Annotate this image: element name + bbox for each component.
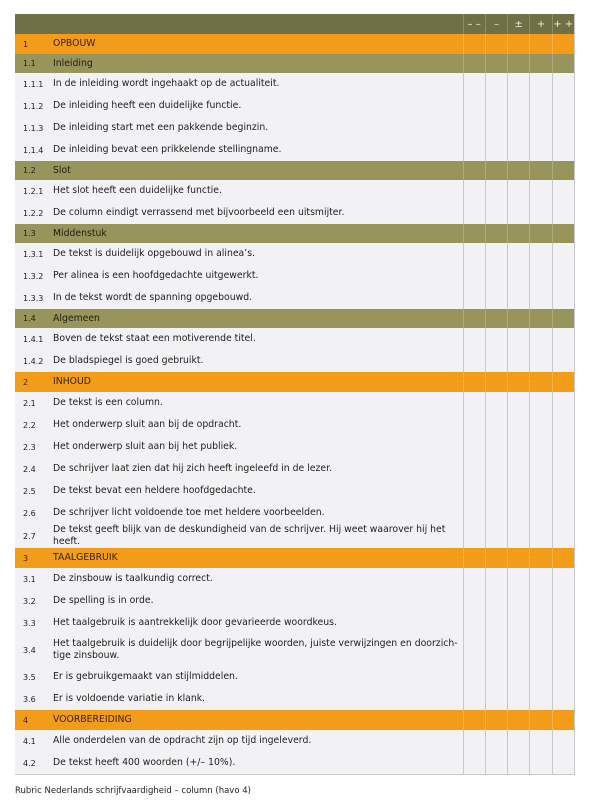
score-cell-good[interactable]	[530, 612, 552, 634]
score-cell-very-good[interactable]	[552, 480, 574, 502]
row-text: De inleiding bevat een prikkelende stellingname.	[53, 139, 463, 161]
score-cell-very-good[interactable]	[552, 180, 574, 202]
row-number: 3.4	[15, 634, 53, 666]
section-row	[15, 548, 574, 568]
header-row	[15, 14, 574, 34]
criterion-row	[15, 243, 574, 265]
row-number: 1.1	[15, 54, 53, 73]
row-number: 2.3	[15, 436, 53, 458]
score-cell-poor	[485, 309, 507, 328]
score-cell-good[interactable]	[530, 95, 552, 117]
criterion-row	[15, 73, 574, 95]
rubric-table	[15, 14, 575, 775]
row-number: 1.2.1	[15, 180, 53, 202]
score-cell-average[interactable]	[508, 117, 530, 139]
score-cell-poor[interactable]	[485, 634, 507, 666]
score-cell-good[interactable]	[530, 524, 552, 548]
score-cell-very-good[interactable]	[552, 502, 574, 524]
row-number: 2.1	[15, 392, 53, 414]
score-cell-very-poor[interactable]	[463, 730, 485, 752]
score-cell-good	[530, 372, 552, 392]
row-text: TAALGEBRUIK	[53, 548, 463, 568]
score-cell-very-poor	[463, 710, 485, 730]
row-text: Algemeen	[53, 309, 463, 328]
score-cell-average[interactable]	[508, 243, 530, 265]
row-number: 1.4.2	[15, 350, 53, 372]
score-cell-average	[508, 372, 530, 392]
row-number: 1.1.3	[15, 117, 53, 139]
row-number: 3.6	[15, 688, 53, 710]
score-cell-good[interactable]	[530, 139, 552, 161]
score-cell-good	[530, 548, 552, 568]
row-text: Het taalgebruik is aantrekkelijk door gevarieerde woordkeus.	[53, 612, 463, 634]
row-number: 3.1	[15, 568, 53, 590]
score-cell-very-good[interactable]	[552, 666, 574, 688]
score-cell-average[interactable]	[508, 612, 530, 634]
criterion-row	[15, 480, 574, 502]
section-row	[15, 372, 574, 392]
score-cell-poor[interactable]	[485, 730, 507, 752]
score-cell-very-poor	[463, 34, 485, 54]
score-cell-very-good[interactable]	[552, 243, 574, 265]
score-cell-good[interactable]	[530, 590, 552, 612]
row-number: 1	[15, 34, 53, 54]
score-cell-very-poor	[463, 54, 485, 73]
row-number: 1.3.3	[15, 287, 53, 309]
score-cell-good[interactable]	[530, 265, 552, 287]
score-cell-good[interactable]	[530, 688, 552, 710]
header-blank-num	[15, 14, 53, 34]
criterion-row	[15, 287, 574, 309]
criterion-row	[15, 436, 574, 458]
score-cell-very-good[interactable]	[552, 458, 574, 480]
score-cell-average[interactable]	[508, 350, 530, 372]
score-cell-good[interactable]	[530, 458, 552, 480]
score-cell-very-good[interactable]	[552, 265, 574, 287]
score-cell-poor[interactable]	[485, 502, 507, 524]
score-cell-poor[interactable]	[485, 117, 507, 139]
score-cell-very-good[interactable]	[552, 524, 574, 548]
score-cell-poor[interactable]	[485, 243, 507, 265]
subsection-row	[15, 54, 574, 73]
score-cell-average[interactable]	[508, 502, 530, 524]
score-cell-very-poor[interactable]	[463, 612, 485, 634]
score-cell-average	[508, 548, 530, 568]
score-cell-good[interactable]	[530, 480, 552, 502]
score-cell-average[interactable]	[508, 458, 530, 480]
score-cell-average[interactable]	[508, 287, 530, 309]
score-cell-good[interactable]	[530, 414, 552, 436]
score-cell-very-good[interactable]	[552, 688, 574, 710]
score-cell-very-poor[interactable]	[463, 328, 485, 350]
score-cell-good[interactable]	[530, 568, 552, 590]
score-cell-very-poor[interactable]	[463, 458, 485, 480]
score-cell-good[interactable]	[530, 436, 552, 458]
row-number: 2.2	[15, 414, 53, 436]
row-text: De zinsbouw is taalkundig correct.	[53, 568, 463, 590]
criterion-row	[15, 730, 574, 752]
row-text: De tekst is een column.	[53, 392, 463, 414]
score-header-very-poor: – –	[463, 14, 485, 34]
score-cell-good	[530, 54, 552, 73]
row-text: In de tekst wordt de spanning opgebouwd.	[53, 287, 463, 309]
subsection-row	[15, 161, 574, 180]
row-number: 3	[15, 548, 53, 568]
criterion-row	[15, 265, 574, 287]
score-cell-poor	[485, 548, 507, 568]
score-cell-very-poor[interactable]	[463, 688, 485, 710]
score-cell-very-good[interactable]	[552, 612, 574, 634]
rubric-body	[15, 34, 574, 775]
section-row	[15, 34, 574, 54]
row-number: 2.6	[15, 502, 53, 524]
score-cell-very-poor[interactable]	[463, 350, 485, 372]
score-cell-average[interactable]	[508, 202, 530, 224]
score-cell-average	[508, 309, 530, 328]
score-cell-good[interactable]	[530, 634, 552, 666]
score-cell-average[interactable]	[508, 265, 530, 287]
row-text: Het taalgebruik is duidelijk door begrijpelijke woorden, juiste verwijzingen en doorzich-tige zinsbouw.	[53, 634, 463, 666]
score-cell-very-good[interactable]	[552, 730, 574, 752]
row-text: De tekst heeft 400 woorden (+/– 10%).	[53, 752, 463, 775]
score-cell-very-good	[552, 372, 574, 392]
score-cell-poor[interactable]	[485, 590, 507, 612]
score-cell-poor[interactable]	[485, 350, 507, 372]
score-cell-average[interactable]	[508, 95, 530, 117]
criterion-row	[15, 95, 574, 117]
table-caption: Rubric Nederlands schrijfvaardigheid – column (havo 4)	[15, 786, 251, 796]
row-text: De inleiding heeft een duidelijke functie.	[53, 95, 463, 117]
criterion-row	[15, 458, 574, 480]
row-text: De tekst bevat een heldere hoofdgedachte.	[53, 480, 463, 502]
score-cell-average[interactable]	[508, 392, 530, 414]
score-cell-poor[interactable]	[485, 524, 507, 548]
criterion-row	[15, 117, 574, 139]
score-cell-poor[interactable]	[485, 73, 507, 95]
score-cell-poor[interactable]	[485, 666, 507, 688]
score-cell-good[interactable]	[530, 752, 552, 775]
row-number: 3.3	[15, 612, 53, 634]
score-cell-very-poor[interactable]	[463, 117, 485, 139]
criterion-row	[15, 688, 574, 710]
score-cell-good[interactable]	[530, 350, 552, 372]
row-number: 2.4	[15, 458, 53, 480]
row-number: 2	[15, 372, 53, 392]
row-text: In de inleiding wordt ingehaakt op de actualiteit.	[53, 73, 463, 95]
score-cell-very-poor[interactable]	[463, 180, 485, 202]
score-cell-very-good[interactable]	[552, 202, 574, 224]
criterion-row	[15, 392, 574, 414]
row-text: De column eindigt verrassend met bijvoorbeeld een uitsmijter.	[53, 202, 463, 224]
score-cell-average[interactable]	[508, 414, 530, 436]
row-number: 2.5	[15, 480, 53, 502]
score-cell-good[interactable]	[530, 328, 552, 350]
row-number: 4	[15, 710, 53, 730]
score-cell-good[interactable]	[530, 117, 552, 139]
score-cell-very-poor[interactable]	[463, 95, 485, 117]
score-cell-very-poor[interactable]	[463, 139, 485, 161]
score-cell-very-poor[interactable]	[463, 392, 485, 414]
score-cell-good[interactable]	[530, 243, 552, 265]
score-cell-very-good[interactable]	[552, 95, 574, 117]
score-cell-poor[interactable]	[485, 480, 507, 502]
row-text: Slot	[53, 161, 463, 180]
score-cell-average[interactable]	[508, 688, 530, 710]
row-number: 4.2	[15, 752, 53, 775]
row-text: Het slot heeft een duidelijke functie.	[53, 180, 463, 202]
score-cell-poor[interactable]	[485, 414, 507, 436]
row-number: 1.1.2	[15, 95, 53, 117]
header-blank-text	[53, 14, 463, 34]
score-cell-very-poor[interactable]	[463, 666, 485, 688]
score-cell-poor	[485, 161, 507, 180]
score-cell-average[interactable]	[508, 73, 530, 95]
row-text: Inleiding	[53, 54, 463, 73]
score-cell-poor[interactable]	[485, 180, 507, 202]
score-cell-good[interactable]	[530, 666, 552, 688]
criterion-row	[15, 414, 574, 436]
score-cell-good[interactable]	[530, 287, 552, 309]
score-cell-poor[interactable]	[485, 265, 507, 287]
criterion-row	[15, 612, 574, 634]
score-cell-poor[interactable]	[485, 392, 507, 414]
score-cell-poor	[485, 710, 507, 730]
score-cell-very-good[interactable]	[552, 117, 574, 139]
score-header-poor: –	[485, 14, 507, 34]
score-cell-very-poor[interactable]	[463, 287, 485, 309]
criterion-row	[15, 524, 574, 548]
score-cell-good[interactable]	[530, 730, 552, 752]
score-cell-very-good[interactable]	[552, 328, 574, 350]
score-cell-very-good[interactable]	[552, 634, 574, 666]
score-cell-average[interactable]	[508, 328, 530, 350]
row-text: VOORBEREIDING	[53, 710, 463, 730]
score-cell-very-good[interactable]	[552, 436, 574, 458]
score-header-very-good: + +	[552, 14, 574, 34]
row-text: De schrijver licht voldoende toe met heldere voorbeelden.	[53, 502, 463, 524]
score-cell-very-good[interactable]	[552, 568, 574, 590]
score-cell-very-good[interactable]	[552, 590, 574, 612]
score-cell-good[interactable]	[530, 202, 552, 224]
score-cell-very-good	[552, 224, 574, 243]
row-text: Het onderwerp sluit aan bij het publiek.	[53, 436, 463, 458]
criterion-row	[15, 328, 574, 350]
score-cell-very-poor[interactable]	[463, 568, 485, 590]
score-cell-average[interactable]	[508, 634, 530, 666]
subsection-row	[15, 224, 574, 243]
score-cell-poor[interactable]	[485, 287, 507, 309]
row-text: De tekst is duidelijk opgebouwd in alinea’s.	[53, 243, 463, 265]
row-text: De inleiding start met een pakkende beginzin.	[53, 117, 463, 139]
row-number: 1.2.2	[15, 202, 53, 224]
row-text: INHOUD	[53, 372, 463, 392]
row-number: 1.3	[15, 224, 53, 243]
score-cell-very-poor	[463, 372, 485, 392]
score-cell-poor	[485, 34, 507, 54]
criterion-row	[15, 202, 574, 224]
score-cell-very-poor[interactable]	[463, 436, 485, 458]
score-cell-poor[interactable]	[485, 568, 507, 590]
score-cell-very-good	[552, 161, 574, 180]
score-cell-very-poor	[463, 548, 485, 568]
score-cell-very-poor	[463, 309, 485, 328]
criterion-row	[15, 634, 574, 666]
score-cell-average[interactable]	[508, 730, 530, 752]
score-cell-average[interactable]	[508, 590, 530, 612]
score-cell-average[interactable]	[508, 436, 530, 458]
score-cell-good	[530, 34, 552, 54]
score-cell-good[interactable]	[530, 502, 552, 524]
row-text: Er is voldoende variatie in klank.	[53, 688, 463, 710]
score-cell-very-good[interactable]	[552, 139, 574, 161]
row-text: De tekst geeft blijk van de deskundigheid van de schrijver. Hij weet waarover hij het heeft.	[53, 524, 463, 548]
score-cell-poor[interactable]	[485, 612, 507, 634]
score-header-average: ±	[508, 14, 530, 34]
criterion-row	[15, 590, 574, 612]
score-cell-poor[interactable]	[485, 436, 507, 458]
score-cell-average[interactable]	[508, 752, 530, 775]
score-cell-poor	[485, 224, 507, 243]
score-cell-very-poor	[463, 161, 485, 180]
score-cell-very-good[interactable]	[552, 752, 574, 775]
row-text: De schrijver laat zien dat hij zich heeft ingeleefd in de lezer.	[53, 458, 463, 480]
score-cell-poor[interactable]	[485, 202, 507, 224]
score-cell-very-good	[552, 309, 574, 328]
score-cell-very-poor[interactable]	[463, 265, 485, 287]
criterion-row	[15, 350, 574, 372]
row-text: OPBOUW	[53, 34, 463, 54]
score-cell-poor[interactable]	[485, 95, 507, 117]
criterion-row	[15, 502, 574, 524]
score-cell-poor[interactable]	[485, 752, 507, 775]
score-cell-very-good	[552, 34, 574, 54]
row-number: 3.2	[15, 590, 53, 612]
score-cell-very-poor[interactable]	[463, 524, 485, 548]
row-number: 1.4.1	[15, 328, 53, 350]
score-cell-very-good[interactable]	[552, 73, 574, 95]
score-cell-very-poor[interactable]	[463, 752, 485, 775]
row-number: 1.4	[15, 309, 53, 328]
score-cell-very-poor[interactable]	[463, 73, 485, 95]
score-cell-very-poor[interactable]	[463, 502, 485, 524]
score-cell-very-good[interactable]	[552, 350, 574, 372]
score-cell-very-poor	[463, 224, 485, 243]
score-header-good: +	[530, 14, 552, 34]
score-cell-average[interactable]	[508, 139, 530, 161]
score-cell-good[interactable]	[530, 392, 552, 414]
score-cell-poor[interactable]	[485, 688, 507, 710]
score-cell-very-poor[interactable]	[463, 202, 485, 224]
criterion-row	[15, 752, 574, 775]
row-number: 1.2	[15, 161, 53, 180]
row-text: Per alinea is een hoofdgedachte uitgewerkt.	[53, 265, 463, 287]
score-cell-average	[508, 161, 530, 180]
score-cell-very-good[interactable]	[552, 392, 574, 414]
row-text: Het onderwerp sluit aan bij de opdracht.	[53, 414, 463, 436]
row-number: 1.1.4	[15, 139, 53, 161]
subsection-row	[15, 309, 574, 328]
criterion-row	[15, 666, 574, 688]
score-cell-very-poor[interactable]	[463, 414, 485, 436]
row-text: De bladspiegel is goed gebruikt.	[53, 350, 463, 372]
row-number: 4.1	[15, 730, 53, 752]
row-number: 2.7	[15, 524, 53, 548]
row-text: Er is gebruikgemaakt van stijlmiddelen.	[53, 666, 463, 688]
row-number: 1.1.1	[15, 73, 53, 95]
score-cell-good	[530, 161, 552, 180]
score-cell-poor[interactable]	[485, 328, 507, 350]
score-cell-good[interactable]	[530, 73, 552, 95]
row-number: 1.3.1	[15, 243, 53, 265]
score-cell-very-good[interactable]	[552, 287, 574, 309]
score-cell-poor[interactable]	[485, 139, 507, 161]
row-text: De spelling is in orde.	[53, 590, 463, 612]
row-text: Alle onderdelen van de opdracht zijn op tijd ingeleverd.	[53, 730, 463, 752]
row-number: 3.5	[15, 666, 53, 688]
score-cell-very-poor[interactable]	[463, 590, 485, 612]
score-cell-poor	[485, 54, 507, 73]
score-cell-average[interactable]	[508, 480, 530, 502]
score-cell-very-poor[interactable]	[463, 634, 485, 666]
score-cell-good[interactable]	[530, 180, 552, 202]
score-cell-very-good[interactable]	[552, 414, 574, 436]
score-cell-average	[508, 54, 530, 73]
score-cell-average	[508, 710, 530, 730]
criterion-row	[15, 139, 574, 161]
row-text: Middenstuk	[53, 224, 463, 243]
score-cell-average	[508, 224, 530, 243]
section-row	[15, 710, 574, 730]
score-cell-good	[530, 309, 552, 328]
row-number: 1.3.2	[15, 265, 53, 287]
score-cell-poor[interactable]	[485, 458, 507, 480]
score-cell-average[interactable]	[508, 666, 530, 688]
score-cell-very-poor[interactable]	[463, 243, 485, 265]
score-cell-average	[508, 34, 530, 54]
criterion-row	[15, 180, 574, 202]
criterion-row	[15, 568, 574, 590]
score-cell-good	[530, 710, 552, 730]
score-cell-good	[530, 224, 552, 243]
score-cell-very-good	[552, 710, 574, 730]
score-cell-poor	[485, 372, 507, 392]
row-text: Boven de tekst staat een motiverende titel.	[53, 328, 463, 350]
score-cell-very-poor[interactable]	[463, 480, 485, 502]
score-cell-very-good	[552, 548, 574, 568]
score-cell-average[interactable]	[508, 568, 530, 590]
score-cell-average[interactable]	[508, 524, 530, 548]
score-cell-very-good	[552, 54, 574, 73]
score-cell-average[interactable]	[508, 180, 530, 202]
